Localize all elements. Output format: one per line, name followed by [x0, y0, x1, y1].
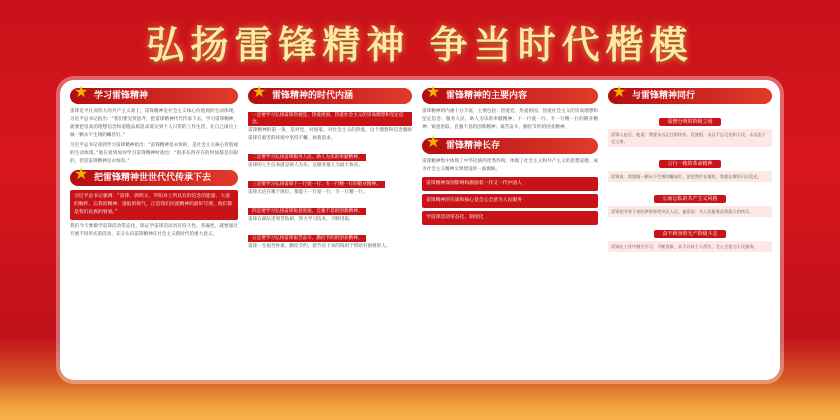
section-header [70, 164, 238, 186]
point-tag: 一是要学习弘扬雷锋热爱党、热爱祖国、热爱社会主义的崇高理想和坚定信念。 [248, 112, 412, 126]
header-label: 学习雷锋精神 [94, 91, 149, 101]
sub-heading: 爱憎分明的阶级立场 [608, 108, 772, 127]
section-header [248, 82, 412, 104]
paragraph: 雷锋无论在哪个岗位，都能干一行爱一行，专一行精一行。 [248, 190, 368, 195]
header-label: 把雷锋精神世世代代传承下去 [94, 173, 212, 183]
section-header [70, 82, 238, 104]
column-1 [70, 82, 238, 372]
sub-heading: 公而忘私的共产主义风格 [608, 185, 772, 204]
paragraph: 雷锋精神的内涵十分丰富，主要包括：热爱党、热爱祖国、热爱社会主义的崇高理想和坚定信念；服务人民、助人为乐的奉献精神；干一行爱一行、专一行精一行的敬业精神；锐意进取、自强不息的创新精神；艰苦奋斗、勤俭节约的创业精神。 [422, 109, 598, 130]
paragraph: 我们今天要做学雷锋活动常态化，保证学雷锋活动具有持久性，普遍性，就要通过开展不同形式的活动，充分认识雷锋精神在社会主义新时代的重大意义。 [70, 224, 238, 237]
header-label: 雷锋精神的时代内涵 [272, 91, 354, 101]
paragraph: 雷锋一生艰苦朴素，勤俭节约，把节省下来的钱用于帮助有困难的人。 [248, 244, 391, 249]
header-label: 与雷锋精神同行 [632, 91, 696, 101]
sub-heading: 奋不顾身的无产阶级斗志 [608, 220, 772, 239]
highlight-block: 雷锋精神深刻影响和激励着一代又一代中国人 [422, 177, 598, 191]
highlight-block: 学雷锋活动常态化、制度化 [422, 211, 598, 225]
text-box: 雷锋入伍后，他说：我要永远记住阶级仇、民族恨，永远不忘记党和人民，永远忠于毛主席。 [608, 129, 772, 147]
sub-heading: 言行一致的革命精神 [608, 150, 772, 169]
star-icon: ★ [426, 82, 441, 101]
paragraph: 雷锋精神集中体现了中华民族的优秀传统，体现了社会主义和共产主义的思想道德，成为社会主义精神文明建设的一面旗帜。 [422, 159, 598, 172]
star-icon: ★ [74, 82, 89, 101]
column-2 [248, 82, 412, 372]
column-3 [422, 82, 598, 372]
page-title: 弘扬雷锋精神 争当时代楷模 [146, 22, 694, 67]
highlight-block: 雷锋精神的实质和核心是全心全意为人民服务 [422, 194, 598, 208]
star-icon: ★ [612, 82, 627, 101]
text-box: 雷锋在工作中刻苦学习，不断进取，从不计较个人得失，全心全意为人民服务。 [608, 241, 772, 252]
paragraph: 雷锋精神的第一条，是对党、对国家、对社会主义的热爱。这个理想和信念激励雷锋在艰苦的环境中坚持不懈，执着追求。 [248, 128, 412, 141]
header-label: 雷锋精神的主要内容 [446, 91, 528, 101]
section-header [608, 82, 772, 104]
point-tag: 三是要学习弘扬雷锋干一行爱一行、专一行精一行的敬业精神。 [248, 181, 385, 188]
section-header [422, 82, 598, 104]
star-icon: ★ [252, 82, 267, 101]
paragraph: 习近平总书记谈到学习雷锋精神指出：“雷锋精神是永恒的，是社会主义核心价值观的生动体现。”他在谈到如何学习雷锋精神时指出：“很多东西存在的时间都是有限的，但是雷锋精神是永恒的。” [70, 143, 238, 164]
paragraph: 雷锋的人生信条就是助人为乐，以服务他人为最大快乐。 [248, 163, 363, 168]
paragraph: 雷锋在部队里刻苦钻研，努力学习技术，不断进取。 [248, 217, 354, 222]
column-4 [608, 82, 772, 372]
paragraph: 雷锋是平凡而伟大的共产主义战士，雷锋精神是社会主义核心价值观的生动体现。习近平总书记指出：“我们要见贤思齐，把雷锋精神代代传承下去。学习雷锋精神，就要把崇高的理想信念和道德品质追求落实到个人日常的工作生活，在自己岗位上做一颗永不生锈的螺丝钉。” [70, 109, 238, 138]
star-icon: ★ [74, 164, 89, 183]
text-box: 雷锋把节省下来的津贴寄给灾区人民，他常说：为人民服务是我最大的快乐。 [608, 206, 772, 217]
section-header [422, 132, 598, 154]
quote-block: 习近平总书记强调：“雷锋、郭明义、罗阳身上所具有的信念的能量、大爱的胸怀、忘我的精神、进取的锐气，正是我们民族精神的最好写照，他们都是我们民族的脊梁。” [70, 190, 238, 220]
star-icon: ★ [426, 132, 441, 151]
point-tag: 五是要学习弘扬雷锋艰苦奋斗、勤俭节约的创业精神。 [248, 235, 366, 242]
content-board [60, 80, 780, 380]
point-tag: 二是要学习弘扬雷锋服务人民、助人为乐的奉献精神。 [248, 154, 366, 161]
decorative-footer [0, 380, 840, 420]
text-box: 雷锋说：我愿做一颗永不生锈的螺丝钉，党把我拧在哪里，我就在哪里闪闪发光。 [608, 171, 772, 182]
point-tag: 四是要学习弘扬雷锋锐意进取、自强不息的创新精神。 [248, 208, 366, 215]
header-label: 雷锋精神长存 [446, 141, 501, 151]
